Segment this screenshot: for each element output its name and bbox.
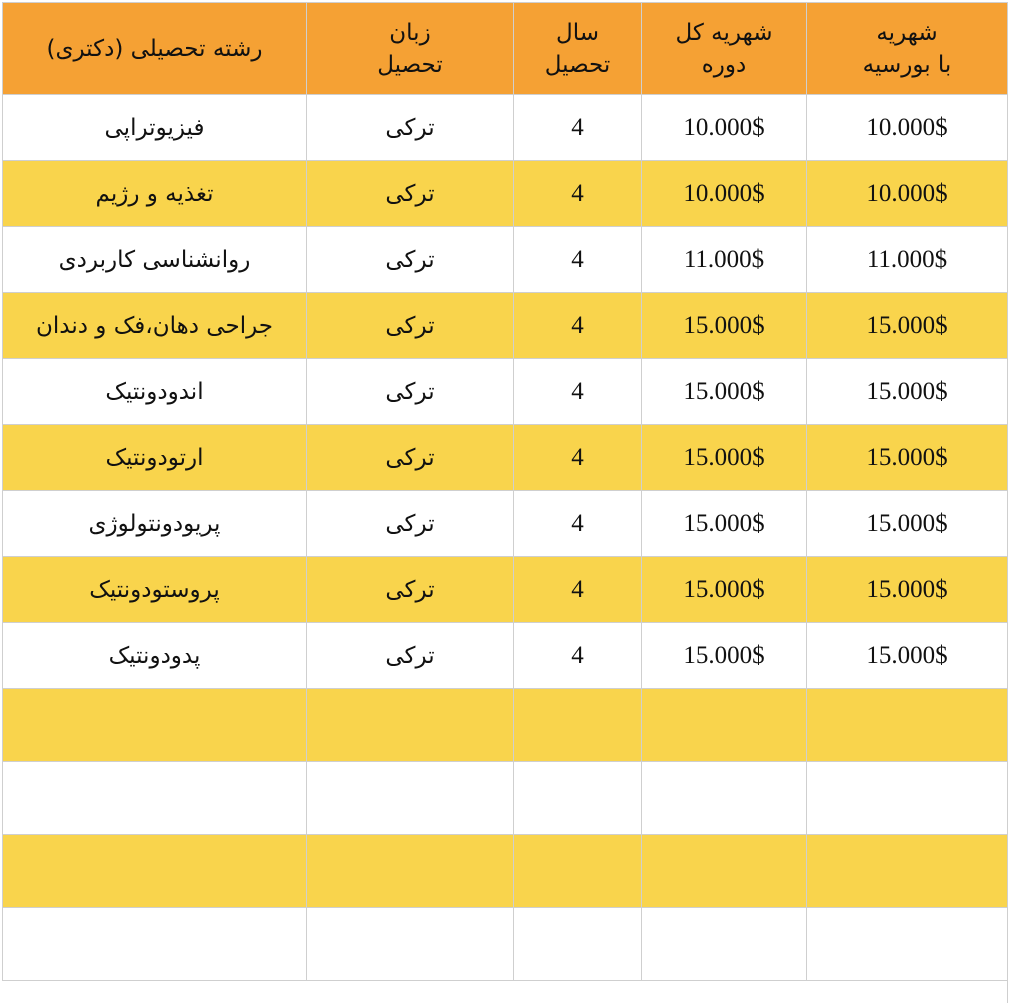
table-row bbox=[3, 623, 1008, 689]
cell-scholarship-tuition: 15.000$ bbox=[807, 359, 1008, 425]
header-scholarship-tuition: شهریه با بورسیه bbox=[807, 3, 1008, 95]
empty-cell bbox=[807, 908, 1008, 981]
cell-language: ترکی bbox=[307, 293, 514, 359]
tuition-table bbox=[2, 2, 1008, 981]
cell-total-tuition: 10.000$ bbox=[642, 161, 807, 227]
cell-years: 4 bbox=[514, 227, 642, 293]
empty-cell bbox=[307, 835, 514, 908]
cell-years: 4 bbox=[514, 623, 642, 689]
table-row bbox=[3, 227, 1008, 293]
cell-language: ترکی bbox=[307, 491, 514, 557]
cell-years: 4 bbox=[514, 95, 642, 161]
header-language: زبان تحصیل bbox=[307, 3, 514, 95]
empty-cell bbox=[807, 835, 1008, 908]
empty-cell bbox=[307, 689, 514, 762]
cell-language: ترکی bbox=[307, 161, 514, 227]
cell-years: 4 bbox=[514, 293, 642, 359]
table-row bbox=[3, 359, 1008, 425]
empty-cell bbox=[514, 762, 642, 835]
header-total-tuition: شهریه کل دوره bbox=[642, 3, 807, 95]
empty-cell bbox=[807, 689, 1008, 762]
cell-scholarship-tuition: 15.000$ bbox=[807, 557, 1008, 623]
cell-field: پروستودونتیک bbox=[3, 557, 307, 623]
cell-years: 4 bbox=[514, 161, 642, 227]
cell-language: ترکی bbox=[307, 227, 514, 293]
empty-cell bbox=[3, 908, 307, 981]
empty-cell bbox=[642, 689, 807, 762]
cell-field: اندودونتیک bbox=[3, 359, 307, 425]
table-row bbox=[3, 557, 1008, 623]
empty-cell bbox=[3, 835, 307, 908]
empty-row bbox=[3, 689, 1008, 762]
cell-total-tuition: 15.000$ bbox=[642, 425, 807, 491]
cell-total-tuition: 15.000$ bbox=[642, 557, 807, 623]
empty-cell bbox=[307, 908, 514, 981]
empty-row bbox=[3, 908, 1008, 981]
empty-row bbox=[3, 762, 1008, 835]
cell-total-tuition: 10.000$ bbox=[642, 95, 807, 161]
cell-field: جراحی دهان،فک و دندان bbox=[3, 293, 307, 359]
cell-years: 4 bbox=[514, 425, 642, 491]
cell-scholarship-tuition: 10.000$ bbox=[807, 161, 1008, 227]
empty-cell bbox=[307, 762, 514, 835]
empty-cell bbox=[3, 689, 307, 762]
cell-field: روانشناسی کاربردی bbox=[3, 227, 307, 293]
cell-field: فیزیوتراپی bbox=[3, 95, 307, 161]
cell-years: 4 bbox=[514, 557, 642, 623]
cell-total-tuition: 15.000$ bbox=[642, 293, 807, 359]
table-row bbox=[3, 161, 1008, 227]
cell-total-tuition: 15.000$ bbox=[642, 359, 807, 425]
cell-scholarship-tuition: 15.000$ bbox=[807, 623, 1008, 689]
empty-cell bbox=[642, 762, 807, 835]
cell-scholarship-tuition: 15.000$ bbox=[807, 491, 1008, 557]
cell-field: پریودونتولوژی bbox=[3, 491, 307, 557]
cell-scholarship-tuition: 15.000$ bbox=[807, 293, 1008, 359]
cell-total-tuition: 11.000$ bbox=[642, 227, 807, 293]
cell-scholarship-tuition: 10.000$ bbox=[807, 95, 1008, 161]
cell-language: ترکی bbox=[307, 425, 514, 491]
cell-scholarship-tuition: 15.000$ bbox=[807, 425, 1008, 491]
cell-years: 4 bbox=[514, 359, 642, 425]
cell-language: ترکی bbox=[307, 557, 514, 623]
cell-total-tuition: 15.000$ bbox=[642, 491, 807, 557]
empty-cell bbox=[514, 835, 642, 908]
cell-language: ترکی bbox=[307, 95, 514, 161]
header-row bbox=[3, 3, 1008, 95]
cell-field: ارتودونتیک bbox=[3, 425, 307, 491]
table-row bbox=[3, 293, 1008, 359]
empty-cell bbox=[3, 762, 307, 835]
cell-field: تغذیه و رژیم bbox=[3, 161, 307, 227]
table-row bbox=[3, 491, 1008, 557]
cell-field: پدودونتیک bbox=[3, 623, 307, 689]
header-field: رشته تحصیلی (دکتری) bbox=[3, 3, 307, 95]
empty-cell bbox=[807, 762, 1008, 835]
empty-cell bbox=[514, 908, 642, 981]
empty-cell bbox=[514, 689, 642, 762]
header-years: سال تحصیل bbox=[514, 3, 642, 95]
cell-years: 4 bbox=[514, 491, 642, 557]
cell-language: ترکی bbox=[307, 359, 514, 425]
empty-cell bbox=[642, 835, 807, 908]
empty-cell bbox=[642, 908, 807, 981]
cell-total-tuition: 15.000$ bbox=[642, 623, 807, 689]
sheet-edge-divider bbox=[1007, 2, 1008, 1003]
table-row bbox=[3, 95, 1008, 161]
cell-scholarship-tuition: 11.000$ bbox=[807, 227, 1008, 293]
cell-language: ترکی bbox=[307, 623, 514, 689]
empty-row bbox=[3, 835, 1008, 908]
table-row bbox=[3, 425, 1008, 491]
